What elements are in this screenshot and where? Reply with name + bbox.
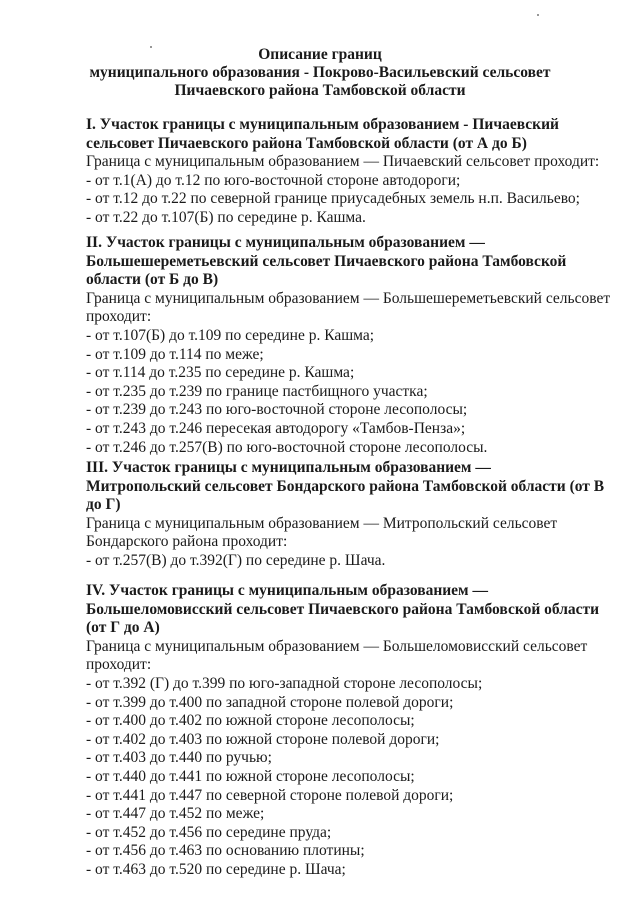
title-line: муниципального образования - Покрово-Васильевский сельсовет xyxy=(89,64,551,81)
boundary-line: - от т.441 до т.447 по северной стороне полевой дороги; xyxy=(86,786,454,804)
heading-line: Большешереметьевский сельсовет Пичаевского района Тамбовской xyxy=(86,252,567,270)
boundary-line: - от т.456 до т.463 по основанию плотины; xyxy=(86,842,365,860)
boundary-line: - от т.399 до т.400 по западной стороне полевой дороги; xyxy=(86,693,454,711)
section-1 xyxy=(86,116,616,228)
heading-line: области (от Б до В) xyxy=(86,271,219,289)
boundary-line: - от т.400 до т.402 по южной стороне лесополосы; xyxy=(86,712,415,730)
section-4 xyxy=(86,582,616,880)
boundary-line: проходит: xyxy=(86,308,152,326)
boundary-line: - от т.257(В) до т.392(Г) по середине р. Шача. xyxy=(86,551,386,569)
boundary-line: - от т.107(Б) до т.109 по середине р. Кашма; xyxy=(86,326,375,344)
heading-line: сельсовет Пичаевского района Тамбовской области (от А до Б) xyxy=(86,134,527,152)
boundary-line: Граница с муниципальным образованием — Митропольский сельсовет xyxy=(86,514,558,532)
boundary-line: - от т.235 до т.239 по границе пастбищного участка; xyxy=(86,382,428,400)
heading-line: (от Г до А) xyxy=(86,619,160,637)
boundary-line: - от т.114 до т.235 по середине р. Кашма; xyxy=(86,364,355,382)
section-heading xyxy=(86,234,616,290)
boundary-line: - от т.1(А) до т.12 по юго-восточной стороне автодороги; xyxy=(86,171,461,189)
boundary-line: - от т.403 до т.440 по ручью; xyxy=(86,749,272,767)
title-line: Пичаевского района Тамбовской области xyxy=(174,82,466,99)
scan-speck xyxy=(537,14,539,16)
boundary-line: - от т.243 до т.246 пересекая автодорогу «Тамбов-Пенза»; xyxy=(86,419,466,437)
heading-line: Большеломовисский сельсовет Пичаевского района Тамбовской области xyxy=(86,600,600,618)
boundary-line: - от т.452 до т.456 по середине пруда; xyxy=(86,823,332,841)
heading-line: III. Участок границы с муниципальным образованием — xyxy=(86,459,491,476)
boundary-line: Граница с муниципальным образованием — Большеломовисский сельсовет xyxy=(86,637,588,655)
document-title xyxy=(0,46,640,100)
heading-line: до Г) xyxy=(86,496,121,514)
boundary-line: - от т.392 (Г) до т.399 по юго-западной стороне лесополосы; xyxy=(86,674,483,692)
section-heading xyxy=(86,459,616,515)
heading-line: II. Участок границы с муниципальным образованием — xyxy=(86,234,485,251)
boundary-line: Граница с муниципальным образованием — Большешереметьевский сельсовет xyxy=(86,289,611,307)
title-line: Описание границ xyxy=(258,46,382,63)
section-heading xyxy=(86,582,616,638)
heading-line: IV. Участок границы с муниципальным образованием — xyxy=(86,582,488,599)
section-2 xyxy=(86,234,616,457)
boundary-line: проходит: xyxy=(86,656,152,674)
heading-line: I. Участок границы с муниципальным образованием - Пичаевский xyxy=(86,116,559,133)
boundary-line: Граница с муниципальным образованием — Пичаевский сельсовет проходит: xyxy=(86,153,600,171)
boundary-line: - от т.440 до т.441 по южной стороне лесополосы; xyxy=(86,767,415,785)
boundary-line: - от т.109 до т.114 по меже; xyxy=(86,345,264,363)
boundary-line: Бондарского района проходит: xyxy=(86,533,288,551)
boundary-line: - от т.447 до т.452 по меже; xyxy=(86,805,265,823)
section-heading xyxy=(86,116,616,153)
boundary-line: - от т.12 до т.22 по северной границе приусадебных земель н.п. Васильево; xyxy=(86,190,580,208)
boundary-line: - от т.246 до т.257(В) по юго-восточной стороне лесополосы. xyxy=(86,438,488,456)
boundary-line: - от т.402 до т.403 по южной стороне полевой дороги; xyxy=(86,730,440,748)
boundary-line: - от т.463 до т.520 по середине р. Шача; xyxy=(86,860,346,878)
boundary-line: - от т.22 до т.107(Б) по середине р. Кашма. xyxy=(86,208,366,226)
boundary-line: - от т.239 до т.243 по юго-восточной стороне лесополосы; xyxy=(86,401,468,419)
section-3 xyxy=(86,459,616,571)
heading-line: Митропольский сельсовет Бондарского района Тамбовской области (от В xyxy=(86,477,605,495)
